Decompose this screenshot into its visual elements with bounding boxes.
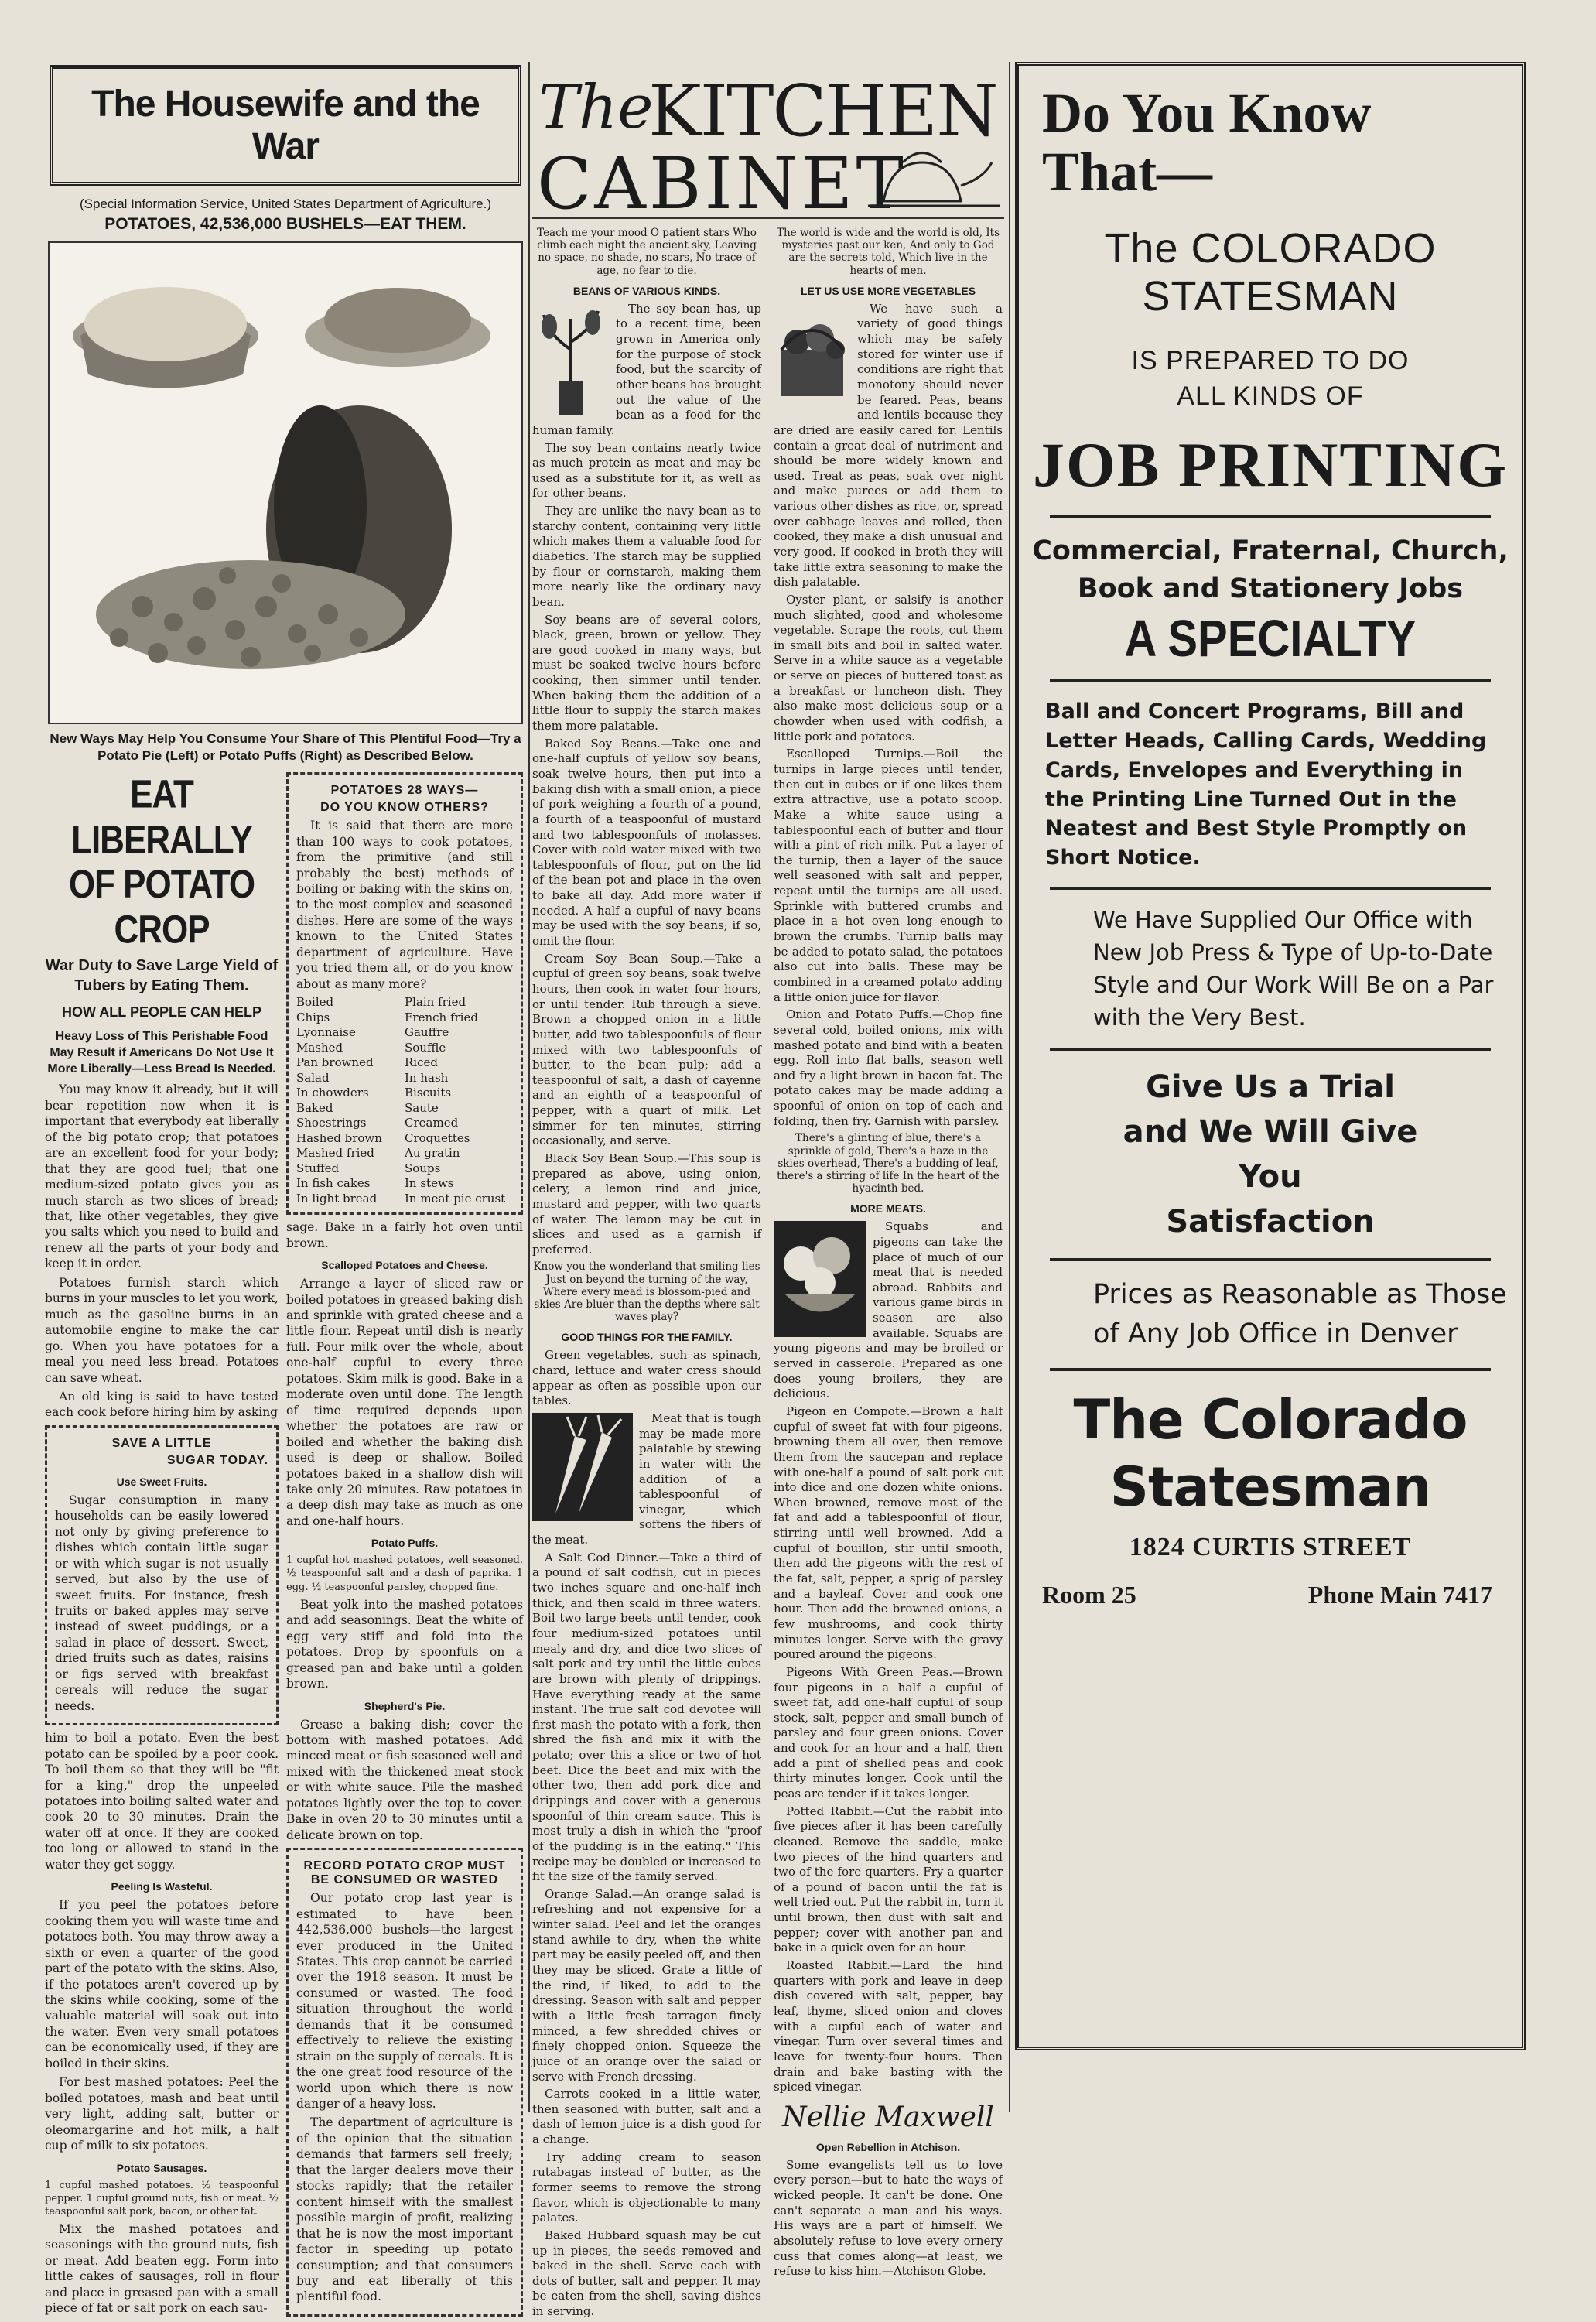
- sugar-box-body: Sugar consumption in many households can be easily lowered not only by giving preference to dishes which contain little sugar or with which sugar is not usually served, but also by the use of sweet fruits. For instance, fresh fruits or baked apples may serve instead of sweet puddings, or a salad in place of dessert. Sweet, dried fruits such as dates, raisins or figs served with breakfast cereals will reduce the sugar needs.: [55, 1493, 268, 1713]
- rebellion-paragraph: Some evangelists tell us to love every person—but to hate the ways of wicked people. It can't be done. One can't separate a man and his ways. His ways are a part of himself. We absolutely refuse to love every ornery cuss that comes along—at least, we refuse to kiss him.—Atchison Globe.: [774, 2157, 1003, 2279]
- potato-subhead: POTATOES, 42,536,000 BUSHELS—EAT THEM.: [104, 215, 466, 233]
- dish-item: Lyonnaise: [296, 1025, 356, 1040]
- housewife-masthead: The Housewife and the War: [50, 65, 521, 186]
- sausage-ingredients: 1 cupful mashed potatoes. ½ teaspoonful pepper. 1 cupful ground nuts, fish or meat. ½ teaspoonful salt pork, bacon, or other fat.: [45, 2179, 279, 2218]
- beans-paragraph: Baked Soy Beans.—Take one and one-half cupfuls of yellow soy beans, soak twelve hours, then put into a baking dish with a small onion, a piece of pork weighing a fourth of a pound, a fourth of a teaspoonful of mustard and two tablespoonfuls of molasses. Cover with cold water mixed with two tablespoonfuls of flour, put on the lid of the bean pot and place in the oven to bake all day. Add more water if needed. A half a cupful of navy beans may be used with the soy beans; if so, omit the flour.: [532, 736, 762, 949]
- masthead-the: The: [538, 73, 654, 142]
- dish-item: Boiled: [296, 995, 334, 1010]
- eat-liberally-headline: EAT LIBERALLY OF POTATO CROP: [68, 773, 255, 952]
- heavy-loss-deck: Heavy Loss of This Perishable Food May Result if Americans Do Not Use It More Liberally—Less Bread Is Needed.: [47, 1029, 276, 1076]
- good-things-paragraph: Green vegetables, such as spinach, chard, lettuce and water cress should appear as often as possible upon our tables.: [532, 1348, 761, 1408]
- ad-divider: [1050, 1258, 1491, 1261]
- dish-item: Gauffre: [405, 1025, 449, 1040]
- ad-line: ALL KINDS OF: [1177, 381, 1364, 412]
- ad-line: Satisfaction: [1166, 1204, 1375, 1240]
- record-crop-box: [286, 1848, 523, 2317]
- ad-divider: [1050, 1048, 1491, 1051]
- article-paragraph: him to boil a potato. Even the best potato can be spoiled by a poor cook. To boil them so that they will be "fit for a king," drop the unpeeled potatoes into boiling salted water and cook 20 to 30 minutes. Drain the water off at once. If they are cooked too long or allowed to stand in the water they get soggy.: [45, 1731, 279, 1872]
- good-things-paragraph: Orange Salad.—An orange salad is refreshing and not expensive for a winter salad. Peel and let the oranges stand awhile to dry, when the white part may be easily peeled off, and then they may be sliced. Grate a little of the rind, if liked, to add to the dressing. Season with salt and pepper with a little fresh tarragon finely minced, a few shredded chives or finely chopped onion. Squeeze the juice of an orange over the salad or serve with French dressing.: [532, 1886, 761, 2084]
- vegetables-paragraph: Escalloped Turnips.—Boil the turnips in large pieces until tender, then cut in cubes or if one likes them extra attractive, use a potato scoop. Make a white sauce using a tablespoonful each of butter and flour with a pint of rich milk. Put a layer of the turnip, then a layer of the sauce well seasoned with salt and pepper, repeat until the turnips are all used. Sprinkle with buttered crumbs and place in a hot oven long enough to brown the crumbs. Turnip balls may be added to potato salad, the potatoes also cut into balls. These may be combined in a creamed potato adding a little onion juice for flavor.: [774, 747, 1003, 1004]
- beans-head: BEANS OF VARIOUS KINDS.: [572, 284, 721, 297]
- ad-line: That—: [1042, 140, 1213, 203]
- dish-item: Pan browned: [296, 1055, 374, 1070]
- potato-photo: [48, 241, 523, 724]
- ad-statesman: [1019, 224, 1522, 320]
- ad-line: The COLORADO: [1104, 225, 1437, 272]
- dish-item: French fried: [405, 1010, 478, 1024]
- sugar-box-head: SUGAR TODAY.: [166, 1453, 268, 1467]
- dish-item: In chowders: [296, 1086, 369, 1100]
- dish-item: Mashed: [296, 1040, 343, 1055]
- potato-illustration: [50, 243, 528, 723]
- ad-address: 1824 CURTIS STREET: [1129, 1532, 1412, 1561]
- ad-prepared: [1019, 344, 1522, 415]
- ad-line: The Colorado: [1073, 1387, 1468, 1452]
- how-people-help-head: HOW ALL PEOPLE CAN HELP: [61, 1004, 261, 1020]
- potato-dish-list: [296, 995, 513, 1206]
- vegetables-paragraph: We have such a variety of good things which may be safely stored for winter use if conditions are right that monotony should never be feared. Peas, beans and lentils because they are dried are easily cared for. Lentils contain a great deal of nutriment and should be more widely known and used. Treat as peas, soak over night and make purees or add them to various other dishes as rice, or, spread over cabbage leaves and rolled, then cooked, they make a dish unusual and very good. If cooked in broth they will take little extra seasoning to make the dish palatable.: [774, 301, 1003, 590]
- beans-paragraph: Cream Soy Bean Soup.—Take a cupful of green soy beans, soak twelve hours, then cook in water four hours, or until tender. Rub through a sieve. Brown a chopped onion in a little butter, add two tablespoonfuls of flour mixed with two tablespoonfuls of butter, to the bean pulp; add a teaspoonful of salt, a dash of cayenne and an eighth of a teaspoonful of pepper, with a quart of milk. Let simmer for ten minutes, stirring occasionally, and serve.: [532, 951, 761, 1148]
- beans-paragraph: They are unlike the navy bean as to starchy content, containing very little which makes them a valuable food for diabetics. The starch may be supplied by flour or cornstarch, making them more nearly like the ordinary navy bean.: [532, 504, 761, 609]
- rebellion-head: Open Rebellion in Atchison.: [815, 2140, 961, 2153]
- dish-item: Souffle: [405, 1040, 446, 1055]
- dish-item: In stews: [405, 1176, 454, 1191]
- shepherds-pie-subhead: Shepherd's Pie.: [364, 1699, 446, 1712]
- good-things-paragraph: Meat that is tough may be made more palatable by stewing in water with the addition of a tablespoonful of vinegar, which softens the fibers of the meat.: [532, 1411, 761, 1547]
- ad-phone: Phone Main 7417: [1307, 1580, 1492, 1609]
- sugar-box-subhead: Use Sweet Fruits.: [116, 1475, 207, 1488]
- beans-paragraph: The soy bean has, up to a recent time, been grown in America only for the purpose of stock food, but the scarcity of other beans has brought out the value of the bean as a food for the human family.: [532, 301, 761, 437]
- sausage-subhead: Potato Sausages.: [116, 2161, 207, 2174]
- dish-item: Baked: [296, 1100, 333, 1115]
- potato-left-subcolumn: [45, 772, 279, 2320]
- ad-give-trial: [1019, 1065, 1522, 1244]
- dish-item: Hashed brown: [296, 1130, 382, 1145]
- dish-item: Stuffed: [296, 1161, 340, 1175]
- kitchen-right-subcolumn: [774, 224, 1003, 2282]
- dish-item: Biscuits: [405, 1086, 452, 1100]
- beans-paragraph: The soy bean contains nearly twice as much protein as meat and may be used as a substitute for it, as well as for other beans.: [532, 440, 761, 501]
- ad-services-list: Ball and Concert Programs, Bill and Letter Heads, Calling Cards, Wedding Cards, Envelopes and Everything in the Printing Line Turned Out in the Neatest and Best Style Promptly on Short Notice.: [1045, 699, 1487, 870]
- kitchen-left-subcolumn: [532, 224, 761, 2322]
- article-paragraph: For best mashed potatoes: Peel the boiled potatoes, mash and beat until very light, adding salt, butter or oleomargarine and hot milk, a half cup of milk to six potatoes.: [45, 2075, 279, 2153]
- sugar-box-head: SAVE A LITTLE: [111, 1436, 212, 1450]
- ad-job-types: Commercial, Fraternal, Church, Book and Stationery Jobs: [1032, 535, 1509, 605]
- service-line: (Special Information Service, United States Department of Agriculture.): [80, 197, 491, 211]
- dish-item: Shoestrings: [296, 1116, 367, 1130]
- photo-caption: New Ways May Help You Consume Your Share of This Plentiful Food—Try a Potato Pie (Left) or Potato Puffs (Right) as Described Below.: [50, 731, 521, 764]
- recipe-paragraph: sage. Bake in a fairly hot oven until brown.: [286, 1220, 523, 1250]
- record-crop-body: Our potato crop last year is estimated to have been 442,536,000 bushels—the largest ever produced in the United States. This crop cannot be carried over the 1918 season. It must be consumed or wasted. The food situation throughout the world demands that it be consumed effectively to relieve the existing strain on the supply of cereals. It is the one great food resource of the world upon which there is now danger of a heavy loss.: [296, 1891, 513, 2112]
- column-rule: [528, 62, 530, 2112]
- beans-paragraph: Soy beans are of several colors, black, green, brown or yellow. They are good cooked in many ways, but must be soaked twelve hours before cooking, then simmer until tender. When baking them the addition of a little flour to supply the starch makes them more palatable.: [532, 612, 761, 734]
- dish-item: Plain fried: [405, 995, 466, 1010]
- ad-job-printing: JOB PRINTING: [1032, 429, 1508, 501]
- dish-item: Mashed fried: [296, 1146, 374, 1161]
- ad-divider: [1050, 1368, 1491, 1371]
- dish-item: In light bread: [296, 1191, 378, 1205]
- scalloped-subhead: Scalloped Potatoes and Cheese.: [321, 1259, 488, 1272]
- ad-do-you-know: [1042, 84, 1522, 201]
- record-crop-body: The department of agriculture is of the opinion that the situation demands that farmers sell freely; that the larger dealers move their stocks rapidly; that the retailer content himself with the smallest possible margin of profit, realizing that he is now the most important factor in speeding up potato consumption; and that consumers buy and eat liberally of this plentiful food.: [296, 2115, 513, 2304]
- good-things-paragraph: A Salt Cod Dinner.—Take a third of a pound of salt codfish, cut in pieces two inches square and one-half inch thick, and then scald in three waters. Boil two large beets until tender, cook four medium-sized potatoes until mealy and dry, and dice two slices of salt pork and try until the little cubes are brown with plenty of drippings. Have everything ready at the same instant. The true salt cod devotee will first mash the potato with a fork, then shred the fish and mix it with the potato; over this a slice or two of hot beet. Dice the beet and mix with the other two, then add pork dice and drippings and cover with a generous spoonful of thin cream sauce. This is most truly a dish in which the "proof of the pudding is in the eating." This recipe may be doubled or increased to fit the size of the family served.: [532, 1550, 761, 1884]
- good-things-paragraph: Baked Hubbard squash may be cut up in pieces, the seeds removed and baked in the shell. Serve each with dots of butter, salt and pepper. It may be eaten from the shell, saving dishes in serving.: [532, 2228, 761, 2319]
- dish-item: Saute: [405, 1100, 439, 1115]
- potato-right-subcolumn: [286, 772, 523, 2321]
- ways-box-head: POTATOES 28 WAYS—: [330, 784, 479, 798]
- vegetables-head: LET US USE MORE VEGETABLES: [800, 284, 976, 297]
- ad-room-number: Room 25: [1042, 1580, 1136, 1609]
- article-paragraph: An old king is said to have tested each cook before hiring him by asking: [45, 1389, 279, 1420]
- ways-box-head: DO YOU KNOW OTHERS?: [320, 801, 489, 815]
- dish-item: In fish cakes: [296, 1176, 371, 1191]
- ad-line: IS PREPARED TO DO: [1131, 346, 1410, 376]
- sugar-box: [45, 1425, 279, 1725]
- good-things-paragraph: Try adding cream to season rutabagas instead of butter, as the former seems to remove the strong flavor, which is objectionable to many palates.: [532, 2149, 761, 2225]
- good-things-paragraph: Carrots cooked in a little water, then seasoned with butter, salt and a dash of lemon juice is a dish good for a change.: [532, 2087, 761, 2147]
- kitchen-cabinet-masthead: [532, 62, 1004, 225]
- ad-publisher-name: [1019, 1387, 1522, 1522]
- ad-line: You: [1239, 1159, 1302, 1195]
- poem: The world is wide and the world is old, Its mysteries past our ken, And only to God are the secrets told, Which live in the hearts of men.: [776, 227, 1000, 277]
- puffs-subhead: Potato Puffs.: [371, 1537, 439, 1550]
- poem: Teach me your mood O patient stars Who climb each night the ancient sky, Leaving no space, no shade, no scars, No trace of age, no fear to die.: [537, 227, 757, 277]
- ad-prices: Prices as Reasonable as Those of Any Job Office in Denver: [1093, 1279, 1507, 1349]
- masthead-kitchen: KITCHEN: [648, 70, 997, 152]
- ad-line: Do You Know: [1042, 82, 1372, 144]
- ad-divider: [1050, 515, 1491, 518]
- more-meats-head: MORE MEATS.: [850, 1202, 926, 1216]
- beans-paragraph: Black Soy Bean Soup.—This soup is prepared as above, using onion, celery, a lemon rind and juice, mustard and pepper, with two quarts of water. The lemon may be cut in slices and used as a garnish if preferred.: [532, 1151, 761, 1257]
- meats-paragraph: Potted Rabbit.—Cut the rabbit into five pieces after it has been carefully cleaned. Remove the saddle, make two pieces of the hind quarters and two of the fore quarters. Fry a quarter of a pound of bacon until the fat is well tried out. Put the rabbit in, turn it until brown, then dust with salt and pepper; cover with another pan and bake in a quick oven for an hour.: [774, 1804, 1003, 1955]
- meats-paragraph: Pigeons With Green Peas.—Brown four pigeons in a half a cupful of sweet fat, add one-half cupful of soup stock, salt, pepper and small bunch of parsley and four green onions. Cover and cook for an hour and a half, then add a pint of shelled peas and cook thirty minutes longer. Cook until the peas are tender if it takes longer.: [774, 1664, 1003, 1800]
- masthead-cabinet: CABINET: [537, 142, 907, 225]
- fruit-bowl-icon: [774, 1221, 866, 1337]
- housewife-column: [45, 62, 526, 2316]
- recipe-paragraph: Arrange a layer of sliced raw or boiled potatoes in greased baking dish and sprinkle with grated cheese and a little flour. Repeat until dish is nearly full. Pour milk over the whole, about one-half cupful to every three potatoes. Skim milk is good. Bake in a moderate oven until done. The length of time required depends upon whether the potatoes are raw or boiled and whether the baking dish used is deep or shallow. Boiled potatoes baked in a shallow dish will take only 20 minutes. Raw potatoes in a deep dish may take as much as one and one-half hours.: [286, 1277, 523, 1528]
- recipe-paragraph: Beat yolk into the mashed potatoes and add seasonings. Beat the white of egg very stiff and fold into the potatoes. Drop by spoonfuls on a greased pan and bake until a golden brown.: [286, 1597, 523, 1691]
- dish-item: Riced: [405, 1055, 438, 1070]
- article-paragraph: Potatoes furnish starch which burns in your muscles to let you work, much as the gasoline burns in an automobile engine to make the car go. When you have potatoes for a meal you need less bread. Potatoes can save wheat.: [45, 1275, 279, 1385]
- good-things-head: GOOD THINGS FOR THE FAMILY.: [561, 1331, 733, 1344]
- dish-item: In meat pie crust: [405, 1191, 506, 1205]
- ad-contact: [1042, 1581, 1492, 1609]
- ad-line: Statesman: [1109, 1455, 1431, 1520]
- meats-paragraph: Pigeon en Compote.—Brown a half cupful of sweet fat with four pigeons, browning them all over, then remove them from the saucepan and replace with one-half a pound of salt pork cut into dice and one dozen white onions. When browned, remove most of the fat and add a tablespoonful of flour, stirring until well browned. Add a cupful of bouillon, stir until smooth, then add the pigeons with the rest of the fat, salt, pepper, a sprig of parsley and a bayleaf. Cover and cook one hour. Then add the browned onions, a few mushrooms, and cook thirty minutes longer. Serve with the gravy poured around the pigeons.: [774, 1404, 1003, 1662]
- kettle-icon: [868, 139, 1000, 214]
- dish-item: Soups: [405, 1161, 441, 1175]
- potato-ways-box: [286, 772, 523, 1215]
- carrots-icon: [532, 1413, 633, 1521]
- war-duty-deck: War Duty to Save Large Yield of Tubers by Eating Them.: [45, 956, 279, 994]
- record-crop-head: RECORD POTATO CROP MUST BE CONSUMED OR WASTED: [303, 1859, 506, 1887]
- ways-box-body: It is said that there are more than 100 ways to cook potatoes, from the primitive (and still probably the best) methods of boiling or baking with the skins on, to the most complex and seasoned dishes. Here are some of the ways known to the United States department of agriculture. Have you tried them all, or do you know about as many more?: [296, 819, 513, 991]
- ad-new-press: We Have Supplied Our Office with New Job Press & Type of Up-to-Date Style and Our Work Will Be on a Par with the Very Best.: [1093, 906, 1494, 1031]
- vegetable-basket-icon: [774, 303, 851, 419]
- ad-specialty: A SPECIALTY: [1124, 610, 1417, 669]
- dish-item: Salad: [296, 1070, 330, 1085]
- kitchen-cabinet-column: [532, 62, 1004, 2319]
- dish-item: Au gratin: [405, 1146, 460, 1161]
- peeling-subhead: Peeling Is Wasteful.: [111, 1880, 213, 1893]
- meats-paragraph: Roasted Rabbit.—Lard the hind quarters with pork and leave in deep dish covered with salt, pepper, bay leaf, thyme, sliced onion and cloves with a cupful each of water and vinegar. Turn over several times and leave for twenty-four hours. Then drain and bake basting with the spiced vinegar.: [774, 1958, 1003, 2095]
- meats-paragraph: Squabs and pigeons can take the place of much of our meat that is needed abroad. Rabbits and various game birds in season are also available. Squabs are young pigeons and may be broiled or served in casserole. Prepared as one does young broilers, they are delicious.: [774, 1219, 1003, 1401]
- dish-item: Creamed: [405, 1116, 459, 1130]
- recipe-paragraph: Grease a baking dish; cover the bottom with mashed potatoes. Add minced meat or fish seasoned well and mixed with the thickened meat stock or with white sauce. Pile the mashed potatoes lightly over the top to cover. Bake in oven 20 to 30 minutes until a delicate brown on top.: [286, 1717, 523, 1842]
- ad-line: and We Will Give: [1123, 1114, 1418, 1151]
- ad-line: STATESMAN: [1142, 273, 1399, 320]
- bean-plant-icon: [532, 303, 610, 419]
- vegetables-paragraph: Onion and Potato Puffs.—Chop fine several cold, boiled onions, mix with mashed potato and bind with a beaten egg. Roll into flat balls, season well and fry a light brown in bacon fat. The potato cakes may be made adding a spoonful of onion on top of each and folding, then fry. Garnish with parsley.: [774, 1007, 1003, 1128]
- dish-item: In hash: [405, 1070, 449, 1085]
- puffs-ingredients: 1 cupful hot mashed potatoes, well seasoned. ½ teaspoonful salt and a dash of paprika. 1 egg. ½ teaspoonful parsley, chopped fine.: [286, 1554, 523, 1593]
- printing-advertisement: [1015, 62, 1526, 2050]
- dish-item: Chips: [296, 1010, 330, 1024]
- article-paragraph: You may know it already, but it will bear repetition now when it is important that everybody eat liberally of the big potato crop; that potatoes are an excellent food for your body; that they are good fuel; that one medium-sized potato gives you as much starch as two slices of bread; that, like other vegetables, they give you salts which you need to build and renew all the parts of your body and keep it in order.: [45, 1082, 279, 1271]
- poem: There's a glinting of blue, there's a sprinkle of gold, There's a haze in the skies overhead, There's a budding of leaf, there's a stirring of life In the heart of the hyacinth bed.: [777, 1132, 1000, 1195]
- vegetables-paragraph: Oyster plant, or salsify is another much slighted, good and wholesome vegetable. Scrape the roots, cut them in small bits and boil in salted water. Serve in a white sauce as a vegetable or serve on pieces of buttered toast as a breakfast or luncheon dish. They also make most delicious soup or a chowder when used with codfish, a little pork and potatoes.: [774, 592, 1003, 744]
- ad-line: Give Us a Trial: [1146, 1069, 1395, 1106]
- ad-divider: [1050, 887, 1491, 890]
- article-paragraph: Mix the mashed potatoes and seasonings with the ground nuts, fish or meat. Add beaten egg. Form into little cakes of sausages, roll in flour and place in greased pan with a small piece of fat or salt pork on each sau-: [45, 2222, 279, 2316]
- poem: Know you the wonderland that smiling lies Just on beyond the turning of the way, Where every mead is blossom-pied and skies Are bluer than the depths where salt waves play?: [533, 1260, 760, 1324]
- dish-item: Croquettes: [405, 1130, 470, 1145]
- ad-divider: [1050, 679, 1491, 682]
- column-rule: [1009, 62, 1010, 2112]
- author-signature: Nellie Maxwell: [782, 2101, 994, 2133]
- article-paragraph: If you peel the potatoes before cooking them you will waste time and potatoes both. You may throw away a sixth or even a quarter of the good part of the potato with the skins. Also, if the potatoes aren't covered up by the skins while cooking, some of the valuable material will soak out into the water. Even very small potatoes can be economically used, if they are boiled in their skins.: [45, 1898, 279, 2071]
